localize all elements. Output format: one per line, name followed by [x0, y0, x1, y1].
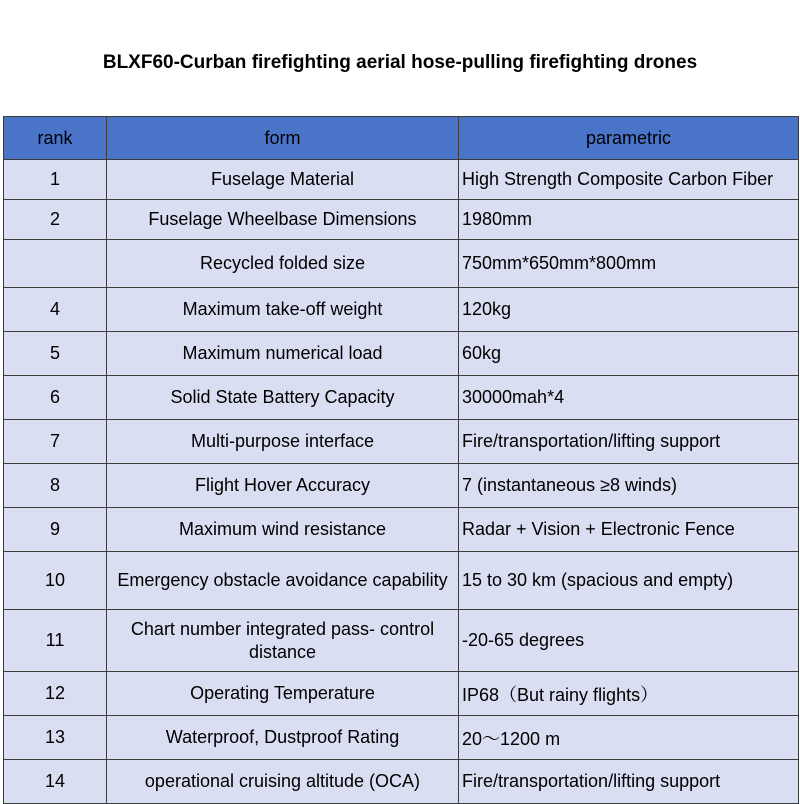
- rank-cell: [4, 240, 107, 288]
- rank-cell: 6: [4, 376, 107, 420]
- param-cell: -20-65 degrees: [459, 610, 799, 672]
- table-row: [4, 332, 799, 376]
- param-cell: Radar + Vision + Electronic Fence: [459, 508, 799, 552]
- table-row: [4, 200, 799, 240]
- rank-cell: 10: [4, 552, 107, 610]
- param-cell: IP68（But rainy flights）: [459, 672, 799, 716]
- table-row: [4, 376, 799, 420]
- param-cell: 15 to 30 km (spacious and empty): [459, 552, 799, 610]
- form-cell: Solid State Battery Capacity: [107, 376, 459, 420]
- rank-cell: 8: [4, 464, 107, 508]
- form-cell: Maximum take-off weight: [107, 288, 459, 332]
- form-cell: Fuselage Material: [107, 160, 459, 200]
- param-cell: 750mm*650mm*800mm: [459, 240, 799, 288]
- param-cell: 60kg: [459, 332, 799, 376]
- form-cell: Operating Temperature: [107, 672, 459, 716]
- rank-cell: 13: [4, 716, 107, 760]
- form-cell: Recycled folded size: [107, 240, 459, 288]
- param-cell: Fire/transportation/lifting support: [459, 420, 799, 464]
- form-cell: Flight Hover Accuracy: [107, 464, 459, 508]
- rank-cell: 9: [4, 508, 107, 552]
- header-rank: rank: [4, 117, 107, 160]
- table-row: [4, 760, 799, 804]
- param-cell: 1980mm: [459, 200, 799, 240]
- param-cell: Fire/transportation/lifting support: [459, 760, 799, 804]
- param-cell: 120kg: [459, 288, 799, 332]
- spec-table: [3, 116, 799, 804]
- form-cell: Waterproof, Dustproof Rating: [107, 716, 459, 760]
- table-header-row: [4, 117, 799, 160]
- form-cell: Chart number integrated pass- control distance: [107, 610, 459, 672]
- form-cell: Fuselage Wheelbase Dimensions: [107, 200, 459, 240]
- rank-cell: 5: [4, 332, 107, 376]
- rank-cell: 4: [4, 288, 107, 332]
- table-row: [4, 288, 799, 332]
- rank-cell: 12: [4, 672, 107, 716]
- header-parametric: parametric: [459, 117, 799, 160]
- form-cell: Emergency obstacle avoidance capability: [107, 552, 459, 610]
- page-title: BLXF60-Curban firefighting aerial hose-pulling firefighting drones: [102, 52, 698, 73]
- header-form: form: [107, 117, 459, 160]
- table-row: [4, 610, 799, 672]
- form-cell: Multi-purpose interface: [107, 420, 459, 464]
- param-cell: 20～1200 m: [459, 716, 799, 760]
- table-row: [4, 464, 799, 508]
- table-row: [4, 508, 799, 552]
- rank-cell: 7: [4, 420, 107, 464]
- form-cell: operational cruising altitude (OCA): [107, 760, 459, 804]
- param-cell: 30000mah*4: [459, 376, 799, 420]
- table-row: [4, 420, 799, 464]
- table-row: [4, 552, 799, 610]
- table-row: [4, 240, 799, 288]
- rank-cell: 1: [4, 160, 107, 200]
- table-row: [4, 160, 799, 200]
- rank-cell: 11: [4, 610, 107, 672]
- param-cell: 7 (instantaneous ≥8 winds): [459, 464, 799, 508]
- table-row: [4, 672, 799, 716]
- form-cell: Maximum wind resistance: [107, 508, 459, 552]
- param-cell: High Strength Composite Carbon Fiber: [459, 160, 799, 200]
- rank-cell: 2: [4, 200, 107, 240]
- rank-cell: 14: [4, 760, 107, 804]
- table-row: [4, 716, 799, 760]
- form-cell: Maximum numerical load: [107, 332, 459, 376]
